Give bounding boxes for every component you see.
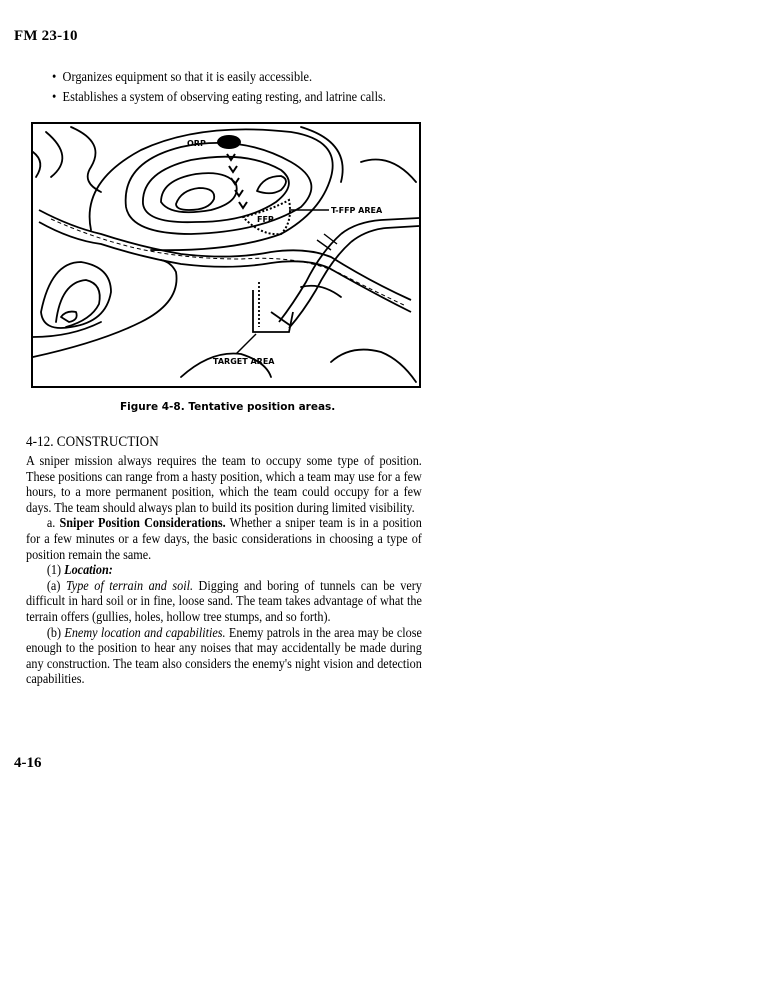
terrain-map-figure bbox=[31, 122, 421, 388]
page-number: 4-16 bbox=[14, 755, 42, 771]
tffp-area-label: T-FFP AREA bbox=[331, 206, 383, 215]
paragraph-a bbox=[26, 516, 422, 563]
bullet-dot: • bbox=[52, 70, 57, 85]
paragraph-a-sub-num: (a) bbox=[46, 578, 61, 594]
paragraph-b-sub bbox=[26, 626, 422, 688]
bullet-text: Organizes equipment so that it is easily accessible. bbox=[62, 70, 313, 85]
bullet-dot: • bbox=[52, 90, 57, 105]
section-body bbox=[26, 454, 422, 688]
paragraph-1-num: (1) bbox=[46, 563, 62, 579]
page-header: FM 23-10 bbox=[14, 28, 78, 44]
paragraph-1-title: Location: bbox=[64, 563, 113, 579]
paragraph-b-sub-num: (b) bbox=[46, 625, 62, 641]
bullet-text: Establishes a system of observing eating resting, and latrine calls. bbox=[62, 90, 386, 105]
paragraph-a-label: a. bbox=[46, 516, 56, 532]
paragraph-b-sub-text: Enemy patrols in the area may be close enough to the position to hear any noises that may accidentally be made during any construction. The team also considers the enemy's night vision and detection capabilities. bbox=[26, 625, 422, 688]
intro-paragraph: A sniper mission always requires the team to occupy some type of position. These positions can range from a hasty position, which a team may use for a few hours, to a more permanent position, which the team could occupy for a few days. The team should always plan to build its position during limited visibility. bbox=[26, 454, 422, 516]
paragraph-a-text: Whether a sniper team is in a position for a few minutes or a few days, the basic considerations in choosing a type of position remain the same. bbox=[26, 516, 422, 563]
ffp-label: FFP bbox=[257, 215, 274, 224]
bullet-item bbox=[52, 90, 386, 106]
paragraph-a-sub-text: Digging and boring of tunnels can be very difficult in hard soil or in fine, loose sand. The team takes advantage of what the terrain offers (gullies, holes, hollow tree stumps, and so forth). bbox=[26, 578, 422, 625]
orp-marker bbox=[217, 135, 241, 149]
section-heading: 4-12. CONSTRUCTION bbox=[26, 434, 159, 450]
paragraph-b-sub-title: Enemy location and capabilities. bbox=[64, 625, 226, 641]
bullet-item bbox=[52, 70, 312, 86]
orp-label: ORP bbox=[187, 139, 206, 148]
paragraph-a-sub bbox=[26, 579, 422, 626]
paragraph-a-sub-title: Type of terrain and soil. bbox=[65, 578, 194, 594]
figure-caption: Figure 4-8. Tentative position areas. bbox=[120, 401, 336, 413]
paragraph-a-title: Sniper Position Considerations. bbox=[59, 516, 226, 532]
paragraph-1 bbox=[26, 563, 422, 579]
target-area-label: TARGET AREA bbox=[213, 357, 275, 366]
